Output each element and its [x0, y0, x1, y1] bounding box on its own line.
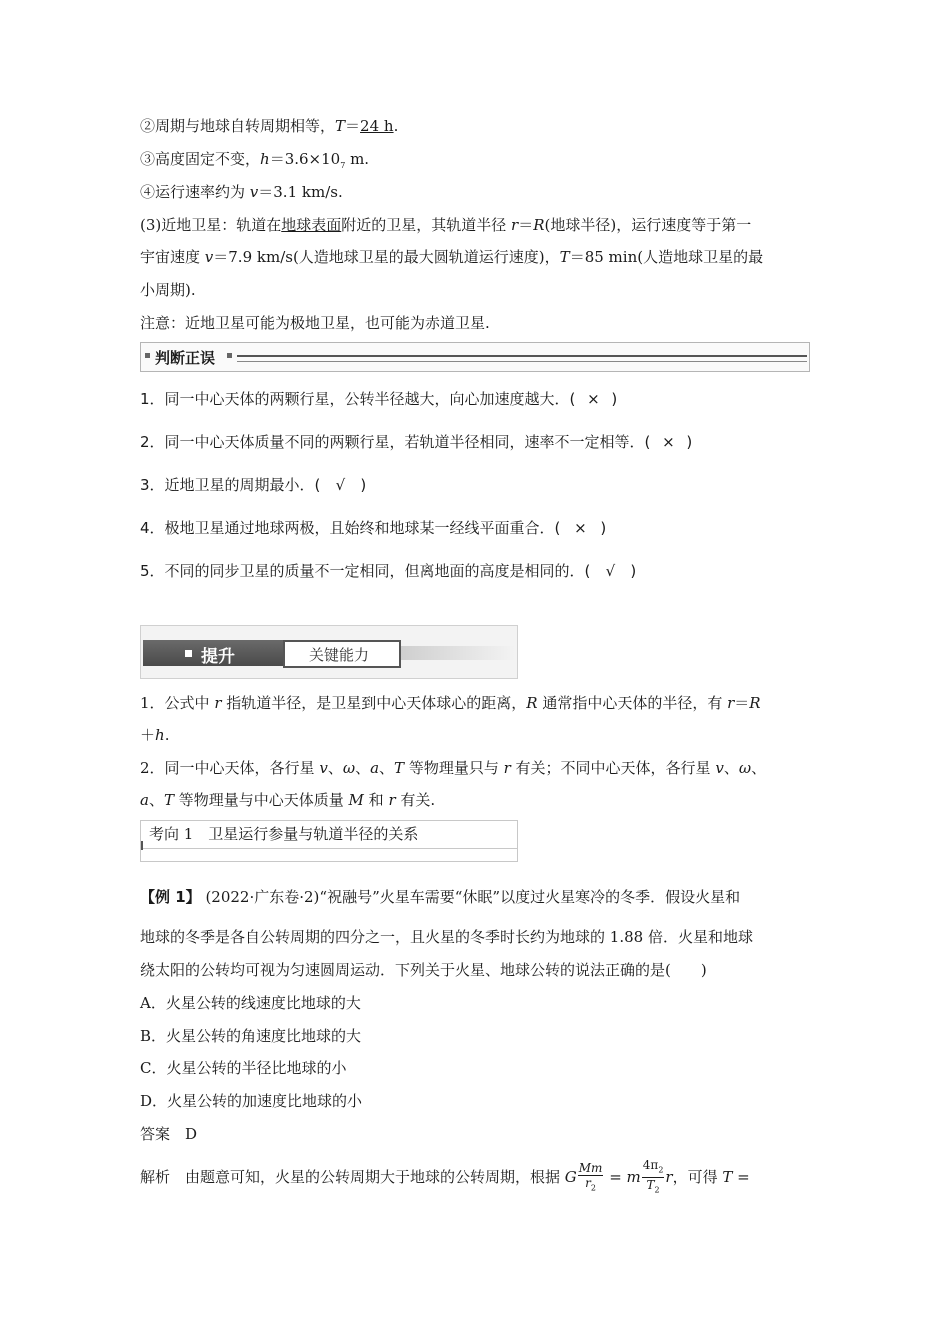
divider [237, 361, 807, 362]
topic-label: 考向 1 卫星运行参量与轨道半径的关系 [149, 825, 419, 843]
fraction-centripetal: $\frac{4\pi_2}{T_2}$ [642, 1158, 664, 1195]
near-satellite-line-3: 小周期). [140, 281, 196, 299]
analysis-line: 解析 由题意可知，火星的公转周期大于地球的公转周期，根据 G $\frac{Mm}{r_2}$ = m $\frac{4\pi_2}{T_2}$ r，可得 T = [140, 1158, 750, 1198]
judge-item-1: 1．同一中心天体的两颗行星，公转半径越大，向心加速度越大．( × ) [140, 390, 618, 408]
judge-mark: × [662, 433, 675, 451]
judge-item-4: 4．极地卫星通过地球两极，且始终和地球某一经线平面重合．( × ) [140, 519, 607, 537]
judge-mark: × [587, 390, 600, 408]
banner-box-label: 关键能力 [309, 646, 370, 664]
judge-item-3: 3．近地卫星的周期最小．( √ ) [140, 476, 367, 494]
banner-dark-tab [143, 640, 283, 666]
option-d: D．火星公转的加速度比地球的小 [140, 1092, 363, 1110]
judge-item-5: 5．不同的同步卫星的质量不一定相同，但离地面的高度是相同的．( √ ) [140, 562, 637, 580]
banner-dark-label: 提升 [201, 647, 235, 667]
ability-point-1-line-1: 1．公式中 r 指轨道半径，是卫星到中心天体球心的距离，R 通常指中心天体的半径，有 r＝R [140, 694, 761, 712]
corner-mark [141, 841, 143, 850]
example-line-2: 地球的冬季是各自公转周期的四分之一，且火星的冬季时长约为地球的 1.88 倍．火星和地球 [140, 928, 753, 946]
option-c: C．火星公转的半径比地球的小 [140, 1059, 347, 1077]
banner-fade [401, 646, 515, 660]
ability-point-1-line-2: ＋h. [140, 726, 170, 744]
judge-section-title: 判断正误 [155, 349, 216, 367]
ability-point-2-line-1: 2．同一中心天体，各行星 v、ω、a、T 等物理量只与 r 有关；不同中心天体，各行星 v、ω、 [140, 759, 767, 777]
square-bullet-icon [185, 650, 192, 657]
divider [237, 355, 807, 357]
period-line: ②周期与地球自转周期相等，T＝24 h. [140, 117, 399, 135]
square-bullet-icon [145, 353, 150, 358]
judge-mark: × [574, 519, 587, 537]
example-line-1: 【例 1】 (2022·广东卷·2)“祝融号”火星车需要“休眠”以度过火星寒冷的冬季．假设火星和 [140, 888, 741, 906]
note-line: 注意：近地卫星可能为极地卫星，也可能为赤道卫星. [140, 314, 490, 332]
judge-mark: √ [335, 476, 346, 494]
topic-header-box [140, 820, 518, 862]
speed-line: ④运行速率约为 v＝3.1 km/s. [140, 183, 343, 201]
divider [141, 848, 517, 849]
example-line-3: 绕太阳的公转均可视为匀速圆周运动．下列关于火星、地球公转的说法正确的是( ) [140, 961, 707, 979]
option-b: B．火星公转的角速度比地球的大 [140, 1027, 362, 1045]
fraction-gravity: $\frac{Mm}{r_2}$ [578, 1160, 603, 1193]
height-line: ③高度固定不变，$h=3.6\times 10_7$ m. [140, 150, 370, 170]
option-a: A．火星公转的线速度比地球的大 [140, 994, 361, 1012]
near-satellite-line-1: (3)近地卫星：轨道在地球表面附近的卫星，其轨道半径 r＝R(地球半径)，运行速度等于第一 [140, 216, 752, 234]
ability-point-2-line-2: a、T 等物理量与中心天体质量 M 和 r 有关. [140, 791, 436, 809]
example-tag: 【例 1】 [140, 888, 201, 906]
judge-section-header [140, 342, 810, 372]
banner-box [283, 640, 401, 668]
judge-mark: √ [605, 562, 616, 580]
near-satellite-line-2: 宇宙速度 v＝7.9 km/s(人造地球卫星的最大圆轨道运行速度)，T＝85 min(人造地球卫星的最 [140, 248, 764, 266]
answer-line: 答案 D [140, 1125, 198, 1143]
key-ability-banner [140, 625, 518, 679]
judge-item-2: 2．同一中心天体质量不同的两颗行星，若轨道半径相同，速率不一定相等．( × ) [140, 433, 693, 451]
square-bullet-icon [227, 353, 232, 358]
